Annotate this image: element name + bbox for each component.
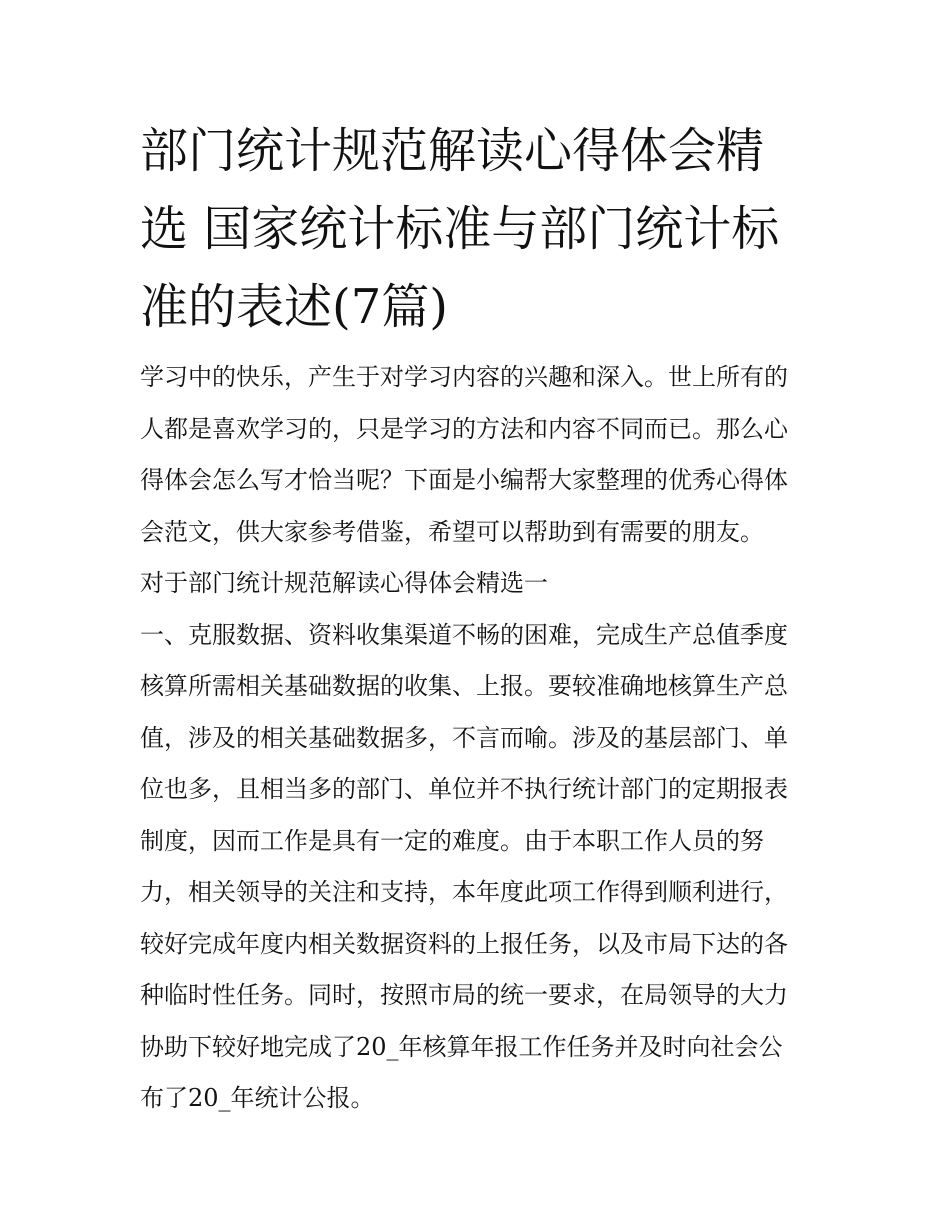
document-body [140,352,820,1125]
body-line: 制度，因而工作是具有一定的难度。由于本职工作人员的努 [140,826,764,855]
body-line: 会范文，供大家参考借鉴，希望可以帮助到有需要的朋友。 [140,517,764,546]
body-line: 一、克服数据、资料收集渠道不畅的困难，完成生产总值季度 [140,620,788,649]
body-line: 值，涉及的相关基础数据多，不言而喻。涉及的基层部门、单 [140,723,788,752]
body-line: 得体会怎么写才恰当呢？下面是小编帮大家整理的优秀心得体 [140,466,788,494]
body-line: 较好完成年度内相关数据资料的上报任务，以及市局下达的各 [140,929,788,958]
body-line: 位也多，且相当多的部门、单位并不执行统计部门的定期报表 [140,775,788,803]
body-line: 力，相关领导的关注和支持，本年度此项工作得到顺利进行， [140,878,788,906]
body-line: 协助下较好地完成了20_年核算年报工作任务并及时向社会公 [140,1032,783,1061]
body-line: 种临时性任务。同时，按照市局的统一要求，在局领导的大力 [140,981,788,1009]
body-line: 核算所需相关基础数据的收集、上报。要较准确地核算生产总 [140,672,788,700]
section-heading: 对于部门统计规范解读心得体会精选一 [140,569,548,597]
body-line: 布了20_年统计公报。 [140,1084,375,1112]
document-title [140,112,820,346]
title-line: 准的表述(7篇) [140,279,448,335]
body-line: 人都是喜欢学习的，只是学习的方法和内容不同而已。那么心 [140,414,788,443]
title-line: 部门统计规范解读心得体会精 [140,123,765,179]
body-line: 学习中的快乐，产生于对学习内容的兴趣和深入。世上所有的 [140,363,788,391]
title-line: 选 国家统计标准与部门统计标 [140,201,780,257]
